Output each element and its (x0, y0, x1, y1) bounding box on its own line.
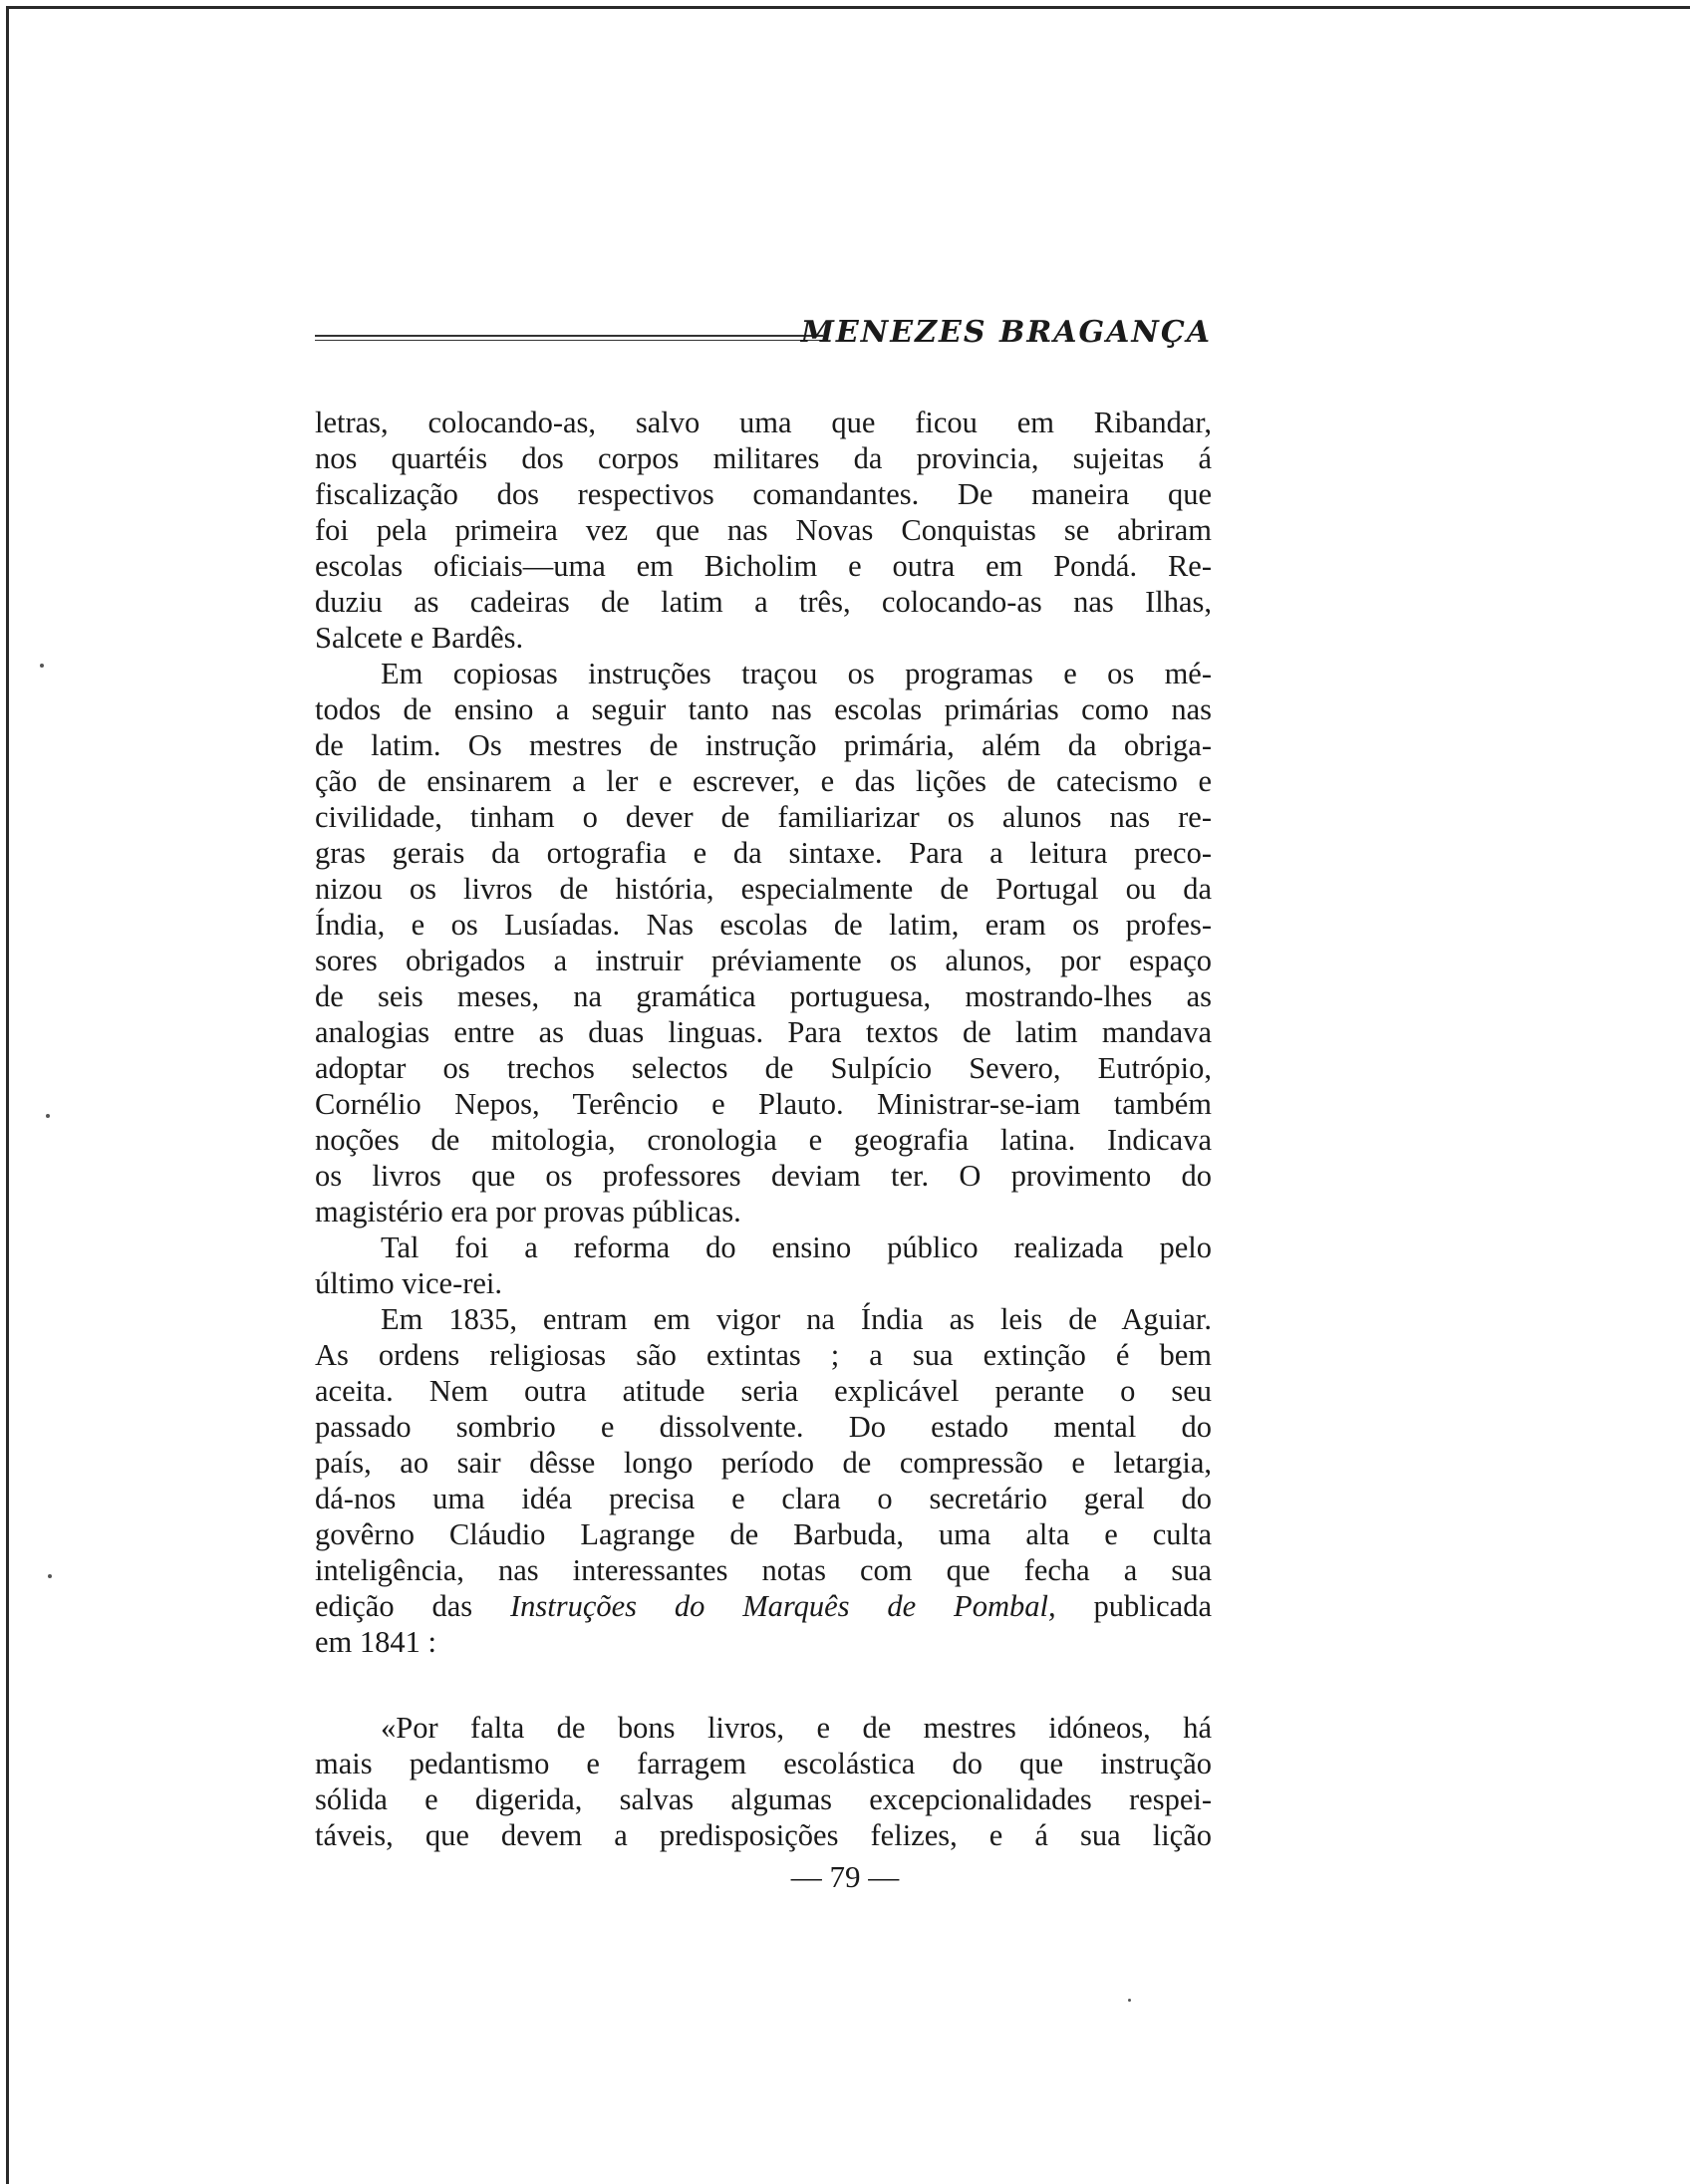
text-line: foi pela primeira vez que nas Novas Conquistas se abriram (315, 513, 1212, 547)
text-line: último vice-rei. (315, 1266, 503, 1300)
page-number: — 79 — (790, 1859, 900, 1894)
text-line: aceita. Nem outra atitude seria explicável perante o seu (315, 1374, 1212, 1408)
text-line: em 1841 : (315, 1625, 436, 1659)
text-line: Salcete e Bardês. (315, 621, 524, 655)
text-line: gras gerais da ortografia e da sintaxe. Para a leitura preco- (315, 836, 1212, 870)
running-head-title: MENEZES BRAGANÇA (800, 315, 1212, 350)
text-line: nos quartéis dos corpos militares da provincia, sujeitas á (315, 441, 1212, 475)
text-line: Em copiosas instruções traçou os programas e os mé- (381, 657, 1212, 690)
text-line: Tal foi a reforma do ensino público realizada pelo (381, 1230, 1212, 1264)
text-line: país, ao sair dêsse longo período de compressão e letargia, (315, 1446, 1212, 1480)
scan-border-top (6, 6, 1690, 9)
quote-line: mais pedantismo e farragem escolástica do que instrução (315, 1747, 1212, 1780)
scan-speck (1128, 1999, 1131, 2002)
text-line: analogias entre as duas linguas. Para textos de latim mandava (315, 1015, 1212, 1049)
body-text (315, 405, 1212, 1853)
text-line: Cornélio Nepos, Terêncio e Plauto. Ministrar-se-iam também (315, 1087, 1212, 1121)
edition-text-after: publicada (1055, 1589, 1212, 1623)
text-line: duziu as cadeiras de latim a três, colocando-as nas Ilhas, (315, 585, 1212, 619)
edition-text-before: edição das (315, 1589, 510, 1623)
text-line: adoptar os trechos selectos de Sulpício Severo, Eutrópio, (315, 1051, 1212, 1085)
quote-line: «Por falta de bons livros, e de mestres idóneos, há (381, 1711, 1212, 1745)
text-line: letras, colocando-as, salvo uma que ficou em Ribandar, (315, 406, 1212, 439)
text-line: magistério era por provas públicas. (315, 1195, 741, 1228)
quote-line: sólida e digerida, salvas algumas excepcionalidades respei- (315, 1782, 1212, 1816)
text-line: dá-nos uma idéa precisa e clara o secretário geral do (315, 1482, 1212, 1515)
text-line: de seis meses, na gramática portuguesa, mostrando-lhes as (315, 979, 1212, 1013)
running-head-rule (315, 335, 823, 341)
text-line: passado sombrio e dissolvente. Do estado mental do (315, 1410, 1212, 1444)
text-line: de latim. Os mestres de instrução primária, além da obriga- (315, 728, 1212, 762)
text-line: escolas oficiais—uma em Bicholim e outra em Pondá. Re- (315, 549, 1212, 583)
text-line: todos de ensino a seguir tanto nas escolas primárias como nas (315, 692, 1212, 726)
text-line: Em 1835, entram em vigor na Índia as leis de Aguiar. (381, 1302, 1212, 1336)
scan-speck (48, 1574, 52, 1578)
text-line: inteligência, nas interessantes notas com que fecha a sua (315, 1553, 1212, 1587)
text-line: nizou os livros de história, especialmente de Portugal ou da (315, 872, 1212, 906)
text-line: sores obrigados a instruir préviamente os alunos, por espaço (315, 944, 1212, 977)
text-line: os livros que os professores deviam ter. O provimento do (315, 1159, 1212, 1193)
scan-border-left (6, 6, 9, 2184)
text-line: govêrno Cláudio Lagrange de Barbuda, uma alta e culta (315, 1517, 1212, 1551)
scan-speck (46, 1114, 50, 1118)
text-line: civilidade, tinham o dever de familiarizar os alunos nas re- (315, 800, 1212, 834)
text-line: As ordens religiosas são extintas ; a sua extinção é bem (315, 1338, 1212, 1372)
paragraph-gap (315, 1660, 1212, 1710)
text-line: fiscalização dos respectivos comandantes. De maneira que (315, 477, 1212, 511)
text-line: noções de mitologia, cronologia e geografia latina. Indicava (315, 1123, 1212, 1157)
text-line-edition (315, 1588, 1212, 1624)
edition-title-italic: Instruções do Marquês de Pombal, (509, 1589, 1056, 1623)
text-line: Índia, e os Lusíadas. Nas escolas de latim, eram os profes- (315, 908, 1212, 942)
running-head (315, 315, 1212, 359)
text-line: ção de ensinarem a ler e escrever, e das lições de catecismo e (315, 764, 1212, 798)
quote-line: táveis, que devem a predisposições felizes, e á sua lição (315, 1818, 1212, 1852)
scan-speck (40, 664, 44, 668)
